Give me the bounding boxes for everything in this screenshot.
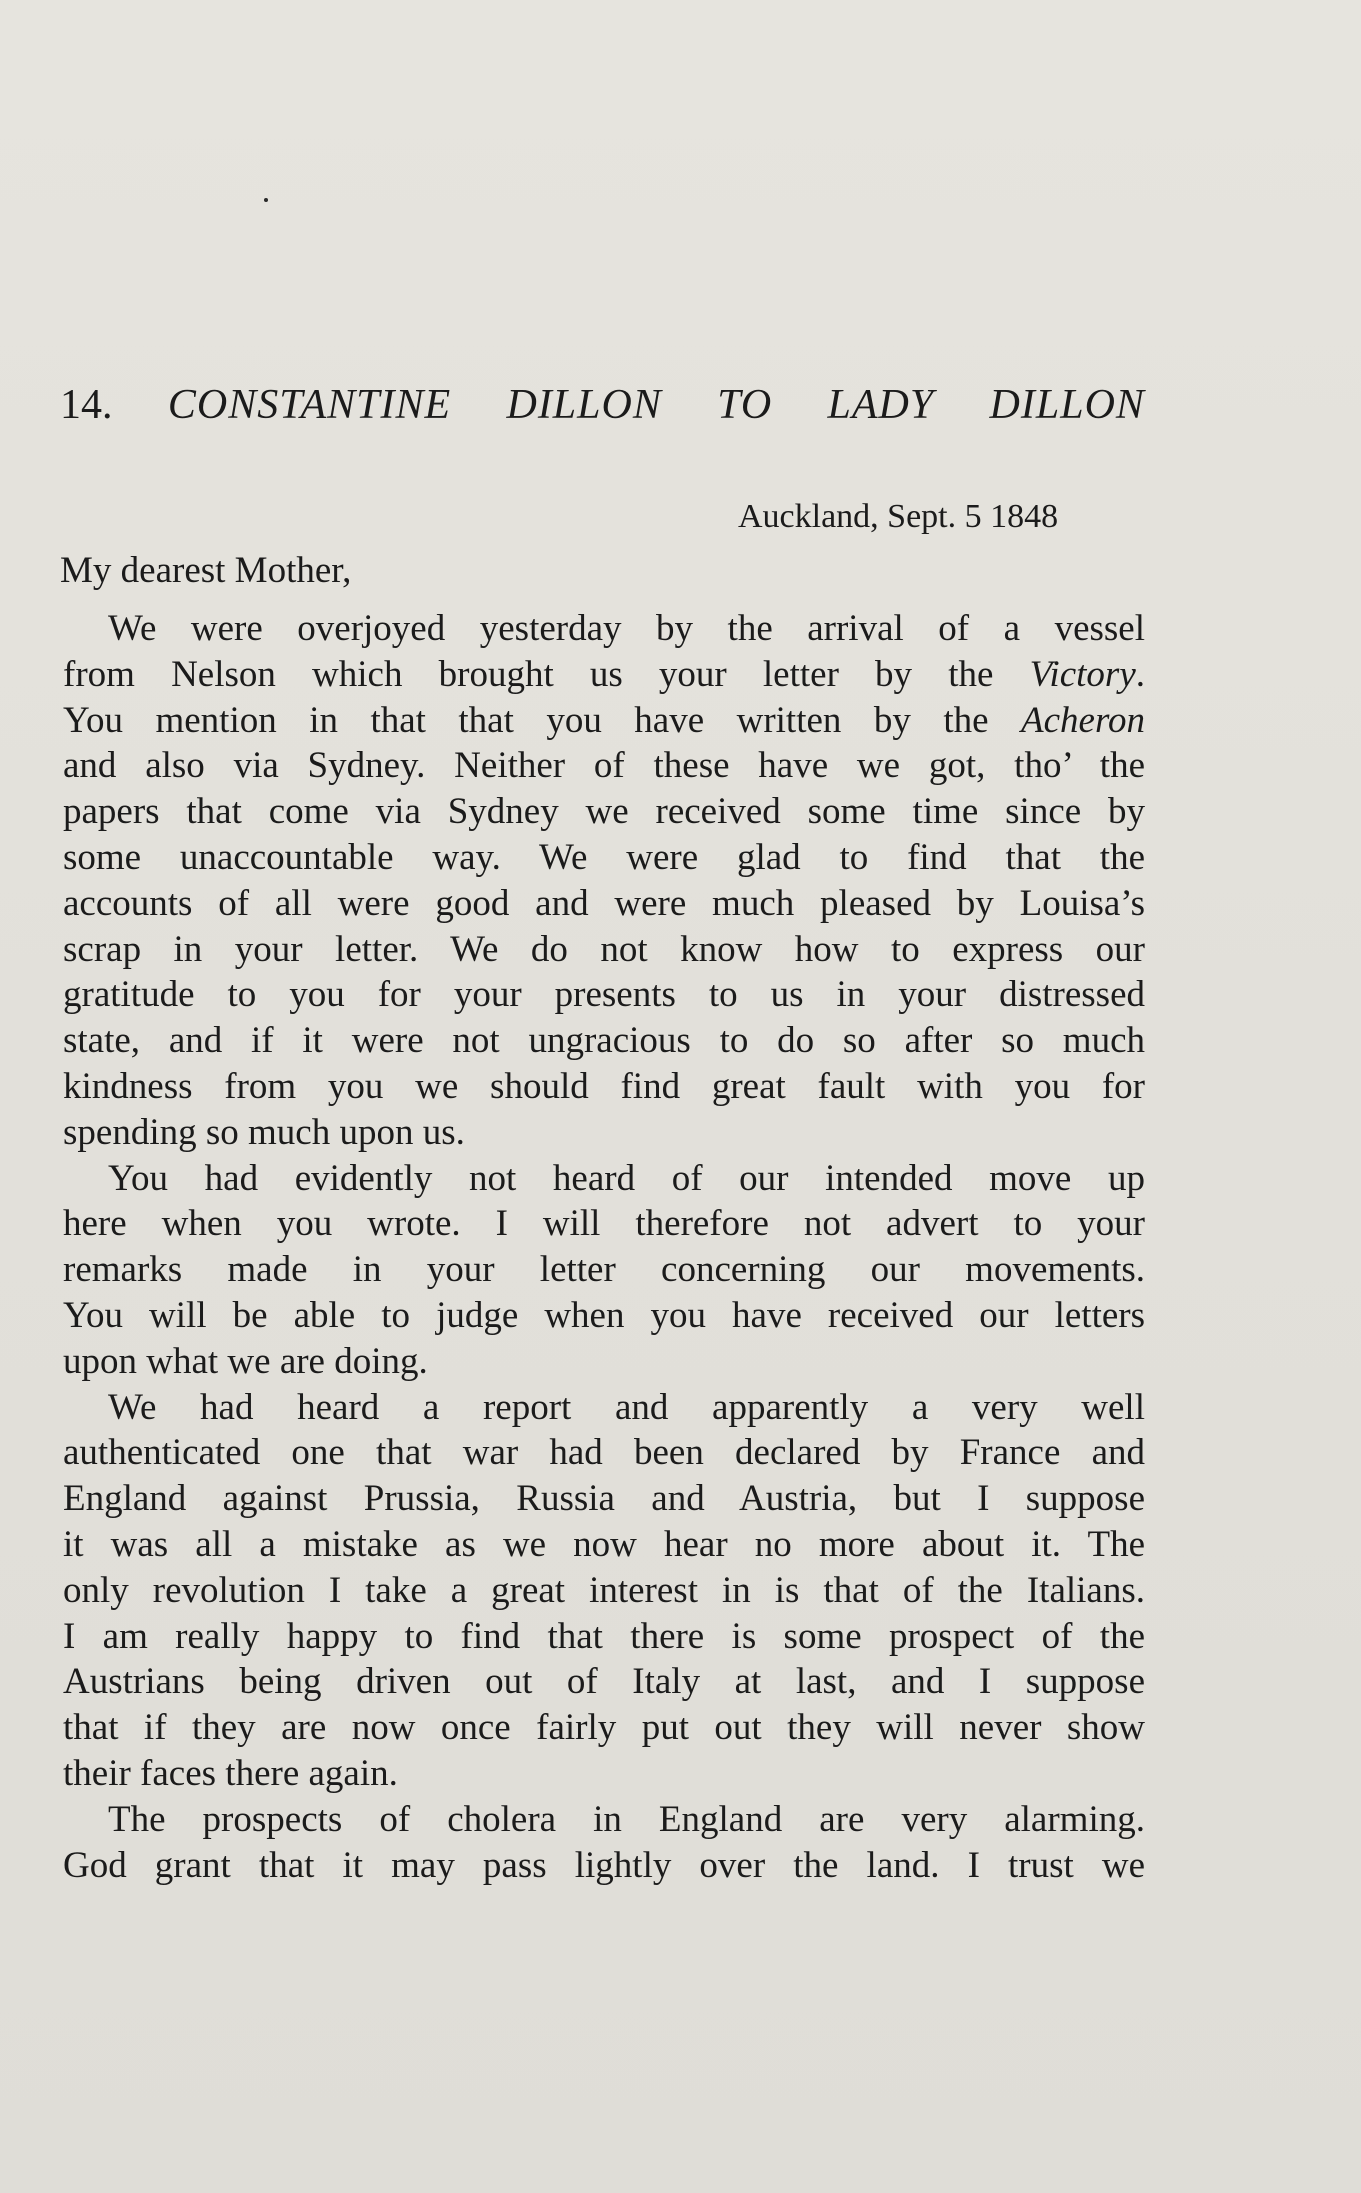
dateline: Auckland, Sept. 5 1848 [738,498,1059,535]
text-line: God grant that it may pass lightly over the land. I trust we [63,1844,1145,1886]
text-line: some unaccountable way. We were glad to find that the [63,836,1145,878]
text-line: that if they are now once fairly put out they will never show [63,1707,1145,1749]
ink-speck [264,198,268,202]
heading-word: TO [717,382,773,428]
text-line: state, and if it were not ungracious to do so after so much [63,1020,1145,1062]
text-line: upon what we are doing. [63,1340,428,1382]
heading-word: DILLON [506,382,662,428]
ship-name: Acheron [1021,699,1145,741]
text-line: spending so much upon us. [63,1111,465,1153]
text-line: We had heard a report and apparently a very well [108,1386,1145,1428]
text-line: Austrians being driven out of Italy at last, and I suppose [63,1661,1145,1703]
text-line: You mention in that that you have written by the Acheron [63,699,1145,741]
text-line: authenticated one that war had been declared by France and [63,1432,1145,1474]
text-line: kindness from you we should find great fault with you for [63,1065,1145,1107]
ship-name: Victory [1029,653,1136,695]
text-line: from Nelson which brought us your letter by the Victory. [63,653,1145,695]
text-line: England against Prussia, Russia and Austria, but I suppose [63,1478,1145,1520]
paragraph [63,1156,1145,1385]
text-line: gratitude to you for your presents to us in your distressed [63,974,1145,1016]
text-line: We were overjoyed yesterday by the arrival of a vessel [108,608,1145,649]
paragraph [63,1797,1145,1889]
text-line: and also via Sydney. Neither of these have we got, tho’ the [63,745,1145,787]
text-line: remarks made in your letter concerning our movements. [63,1249,1145,1291]
letter-heading [60,377,1145,433]
text-line: scrap in your letter. We do not know how to express our [63,928,1145,970]
text-line: here when you wrote. I will therefore not advert to your [63,1203,1145,1245]
text-line: it was all a mistake as we now hear no more about it. The [63,1523,1145,1565]
heading-word: CONSTANTINE [167,382,452,428]
heading-word: LADY [827,382,935,428]
text-line: only revolution I take a great interest in is that of the Italians. [63,1569,1145,1611]
text-line: The prospects of cholera in England are very alarming. [108,1798,1145,1840]
heading-word: DILLON [989,382,1145,428]
text-line: I am really happy to find that there is some prospect of the [63,1615,1145,1657]
text-line: their faces there again. [63,1752,398,1794]
letter-number: 14. [60,382,113,428]
paragraph [63,1385,1145,1797]
paragraph [63,606,1145,1156]
salutation: My dearest Mother, [60,550,352,591]
letter-body [63,606,1145,1888]
text-line: You will be able to judge when you have received our letters [63,1294,1145,1336]
text-line: You had evidently not heard of our intended move up [108,1157,1145,1199]
text-line: papers that come via Sydney we received some time since by [63,791,1145,833]
text-line: accounts of all were good and were much pleased by Louisa’s [63,882,1145,924]
